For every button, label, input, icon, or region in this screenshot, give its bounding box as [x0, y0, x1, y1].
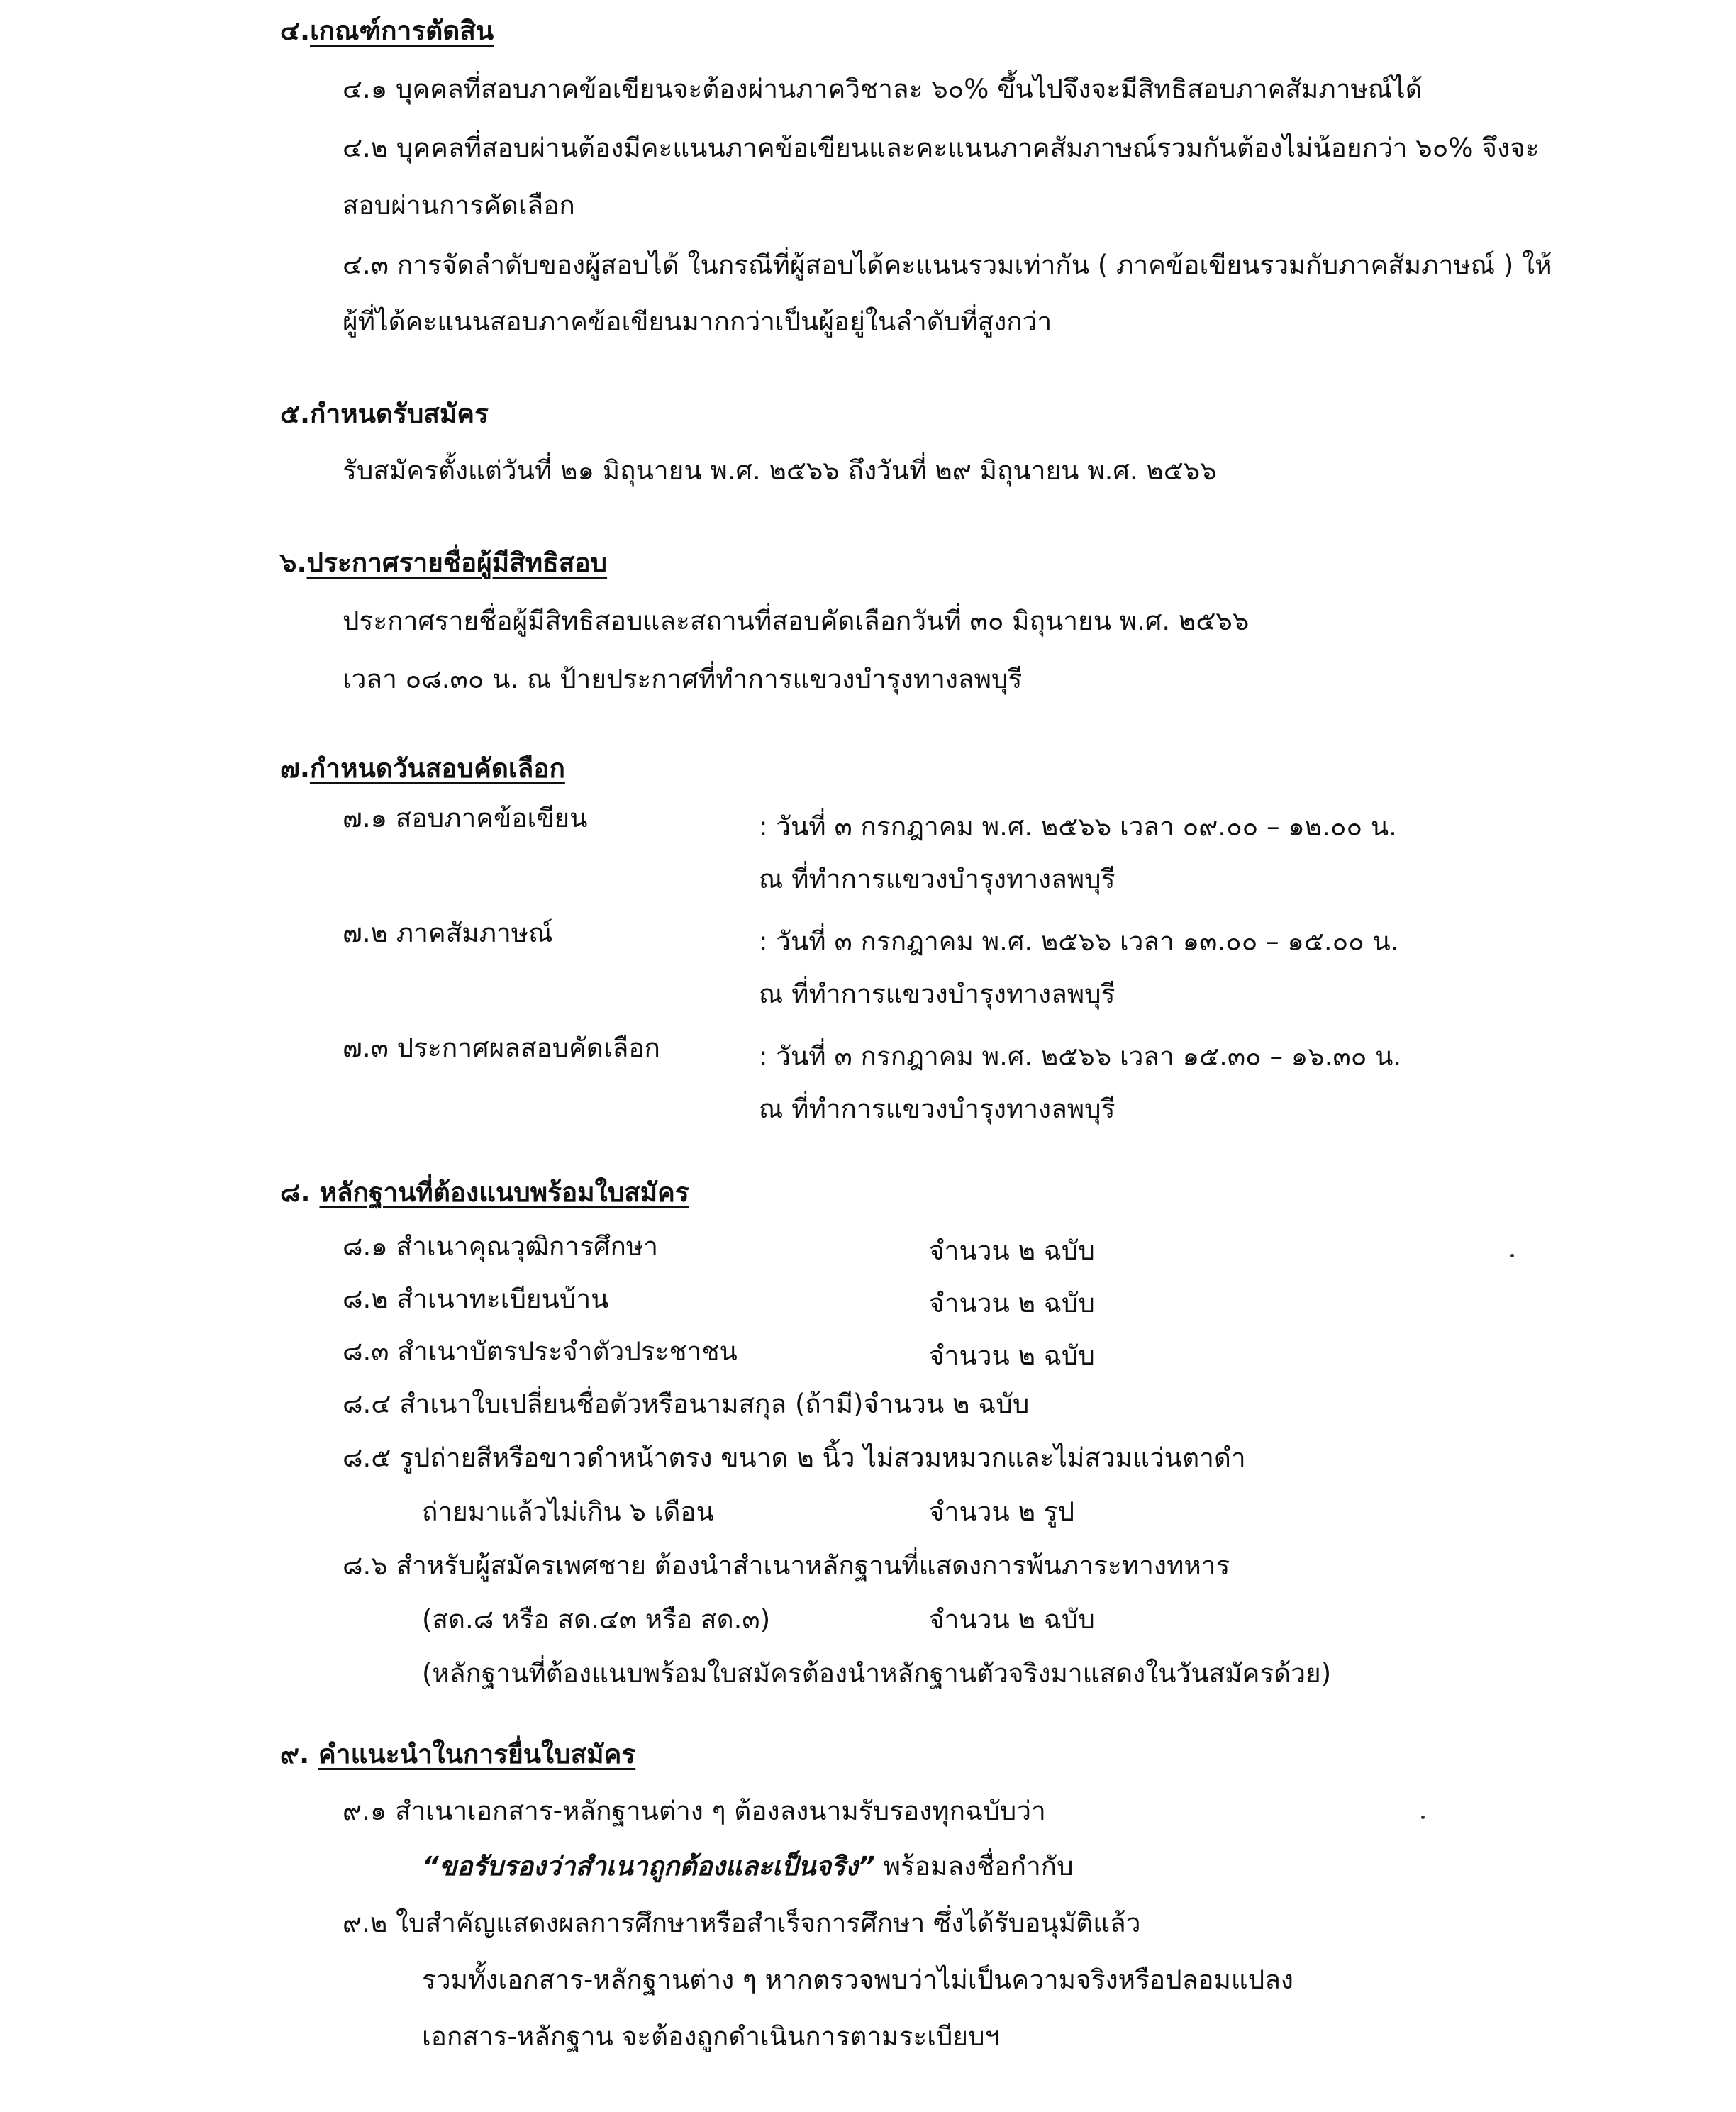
section-6-title: ประกาศรายชื่อผู้มีสิทธิสอบ — [306, 548, 608, 578]
schedule-row-label: ๗.๑ สอบภาคข้อเขียน — [343, 803, 588, 833]
section-9-number: ๙. — [280, 1739, 319, 1769]
section-4-item-3-line-2: ผู้ที่ได้คะแนนสอบภาคข้อเขียนมากกว่าเป็นผู้อยู่ในลำดับที่สูงกว่า — [343, 306, 1052, 337]
evidence-item-qty: จำนวน ๒ ฉบับ — [929, 1288, 1095, 1318]
evidence-note: (หลักฐานที่ต้องแนบพร้อมใบสมัครต้องนำหลักฐานตัวจริงมาแสดงในวันสมัครด้วย) — [422, 1658, 1332, 1689]
section-4-heading — [280, 14, 494, 48]
section-6-line-1: ประกาศรายชื่อผู้มีสิทธิสอบและสถานที่สอบคัดเลือกวันที่ ๓๐ มิถุนายน พ.ศ. ๒๕๖๖ — [343, 606, 1250, 636]
evidence-item-6-qty: จำนวน ๒ ฉบับ — [929, 1604, 1095, 1635]
evidence-item-5-line-2: ถ่ายมาแล้วไม่เกิน ๖ เดือน — [422, 1496, 714, 1527]
evidence-item-label: ๘.๒ สำเนาทะเบียนบ้าน — [343, 1284, 609, 1314]
section-5-text: รับสมัครตั้งแต่วันที่ ๒๑ มิถุนายน พ.ศ. ๒๕๖๖ ถึงวันที่ ๒๙ มิถุนายน พ.ศ. ๒๕๖๖ — [343, 455, 1217, 486]
section-4-item-2-line-1: ๔.๒ บุคคลที่สอบผ่านต้องมีคะแนนภาคข้อเขียนและคะแนนภาคสัมภาษณ์รวมกันต้องไม่น้อยกว่า ๖๐% จึงจะ — [343, 133, 1540, 163]
evidence-item-qty: จำนวน ๒ ฉบับ — [929, 1340, 1095, 1371]
scan-speck — [1510, 1254, 1514, 1257]
evidence-item-5-qty: จำนวน ๒ รูป — [929, 1496, 1075, 1527]
evidence-item-6-line-1: ๘.๖ สำหรับผู้สมัครเพศชาย ต้องนำสำเนาหลักฐานที่แสดงการพ้นภาระทางทหาร — [343, 1550, 1230, 1581]
schedule-row-date: : วันที่ ๓ กรกฎาคม พ.ศ. ๒๕๖๖ เวลา ๑๕.๓๐ – ๑๖.๓๐ น. — [759, 1041, 1402, 1072]
section-9-item-2-line-3: เอกสาร-หลักฐาน จะต้องถูกดำเนินการตามระเบียบฯ — [422, 2021, 1000, 2052]
section-8-number: ๘. — [280, 1177, 320, 1208]
scan-speck — [1421, 1816, 1425, 1819]
schedule-row-label: ๗.๒ ภาคสัมภาษณ์ — [343, 918, 553, 948]
evidence-item-label: ๘.๓ สำเนาบัตรประจำตัวประชาชน — [343, 1336, 738, 1367]
evidence-item-6-line-2: (สด.๘ หรือ สด.๔๓ หรือ สด.๓) — [422, 1604, 771, 1635]
schedule-row-place: ณ ที่ทำการแขวงบำรุงทางลพบุรี — [759, 864, 1115, 894]
section-7-heading — [280, 752, 565, 786]
section-6-number: ๖. — [280, 548, 307, 578]
certification-quote: “ขอรับรองว่าสำเนาถูกต้องและเป็นจริง” — [422, 1851, 875, 1882]
section-9-heading — [280, 1738, 635, 1772]
section-9-item-2-line-2: รวมทั้งเอกสาร-หลักฐานต่าง ๆ หากตรวจพบว่าไม่เป็นความจริงหรือปลอมแปลง — [422, 1964, 1293, 1995]
schedule-row-date: : วันที่ ๓ กรกฎาคม พ.ศ. ๒๕๖๖ เวลา ๑๓.๐๐ – ๑๕.๐๐ น. — [759, 926, 1399, 957]
schedule-row-place: ณ ที่ทำการแขวงบำรุงทางลพบุรี — [759, 979, 1115, 1009]
schedule-row-place: ณ ที่ทำการแขวงบำรุงทางลพบุรี — [759, 1094, 1115, 1124]
schedule-row-label: ๗.๓ ประกาศผลสอบคัดเลือก — [343, 1033, 660, 1063]
section-6-line-2: เวลา ๐๘.๓๐ น. ณ ป้ายประกาศที่ทำการแขวงบำรุงทางลพบุรี — [343, 664, 1023, 694]
evidence-item-qty: จำนวน ๒ ฉบับ — [929, 1235, 1095, 1266]
section-5-title: ๕.กำหนดรับสมัคร — [280, 399, 489, 429]
section-4-title: เกณฑ์การตัดสิน — [310, 16, 494, 46]
section-7-number: ๗. — [280, 753, 310, 784]
section-6-heading — [280, 546, 607, 580]
evidence-item-5-line-1: ๘.๕ รูปถ่ายสีหรือขาวดำหน้าตรง ขนาด ๒ นิ้ว ไม่สวมหมวกและไม่สวมแว่นตาดำ — [343, 1443, 1246, 1473]
section-4-item-3-line-1: ๔.๓ การจัดลำดับของผู้สอบได้ ในกรณีที่ผู้สอบได้คะแนนรวมเท่ากัน ( ภาคข้อเขียนรวมกับภาคสัมภาษณ์ ) ให้ — [343, 250, 1552, 280]
section-7-title: กำหนดวันสอบคัดเลือก — [309, 753, 565, 784]
section-9-item-1-line-2 — [422, 1850, 1074, 1884]
section-8-heading — [280, 1176, 689, 1210]
section-4-item-2-line-2: สอบผ่านการคัดเลือก — [343, 190, 575, 221]
schedule-row-date: : วันที่ ๓ กรกฎาคม พ.ศ. ๒๕๖๖ เวลา ๐๙.๐๐ – ๑๒.๐๐ น. — [759, 811, 1397, 842]
section-8-title: หลักฐานที่ต้องแนบพร้อมใบสมัคร — [319, 1177, 689, 1208]
section-9-title: คำแนะนำในการยื่นใบสมัคร — [318, 1739, 636, 1769]
evidence-item-4: ๘.๔ สำเนาใบเปลี่ยนชื่อตัวหรือนามสกุล (ถ้ามี)จำนวน ๒ ฉบับ — [343, 1389, 1030, 1419]
evidence-item-label: ๘.๑ สำเนาคุณวุฒิการศึกษา — [343, 1231, 659, 1262]
section-9-item-1-line-1: ๙.๑ สำเนาเอกสาร-หลักฐานต่าง ๆ ต้องลงนามรับรองทุกฉบับว่า — [343, 1796, 1046, 1826]
certification-quote-rest: พร้อมลงชื่อกำกับ — [874, 1851, 1074, 1882]
section-9-item-2-line-1: ๙.๒ ใบสำคัญแสดงผลการศึกษาหรือสำเร็จการศึกษา ซึ่งได้รับอนุมัติแล้ว — [343, 1908, 1141, 1938]
section-4-number: ๔. — [280, 16, 311, 46]
section-4-item-1: ๔.๑ บุคคลที่สอบภาคข้อเขียนจะต้องผ่านภาควิชาละ ๖๐% ขึ้นไปจึงจะมีสิทธิสอบภาคสัมภาษณ์ได้ — [343, 74, 1423, 104]
